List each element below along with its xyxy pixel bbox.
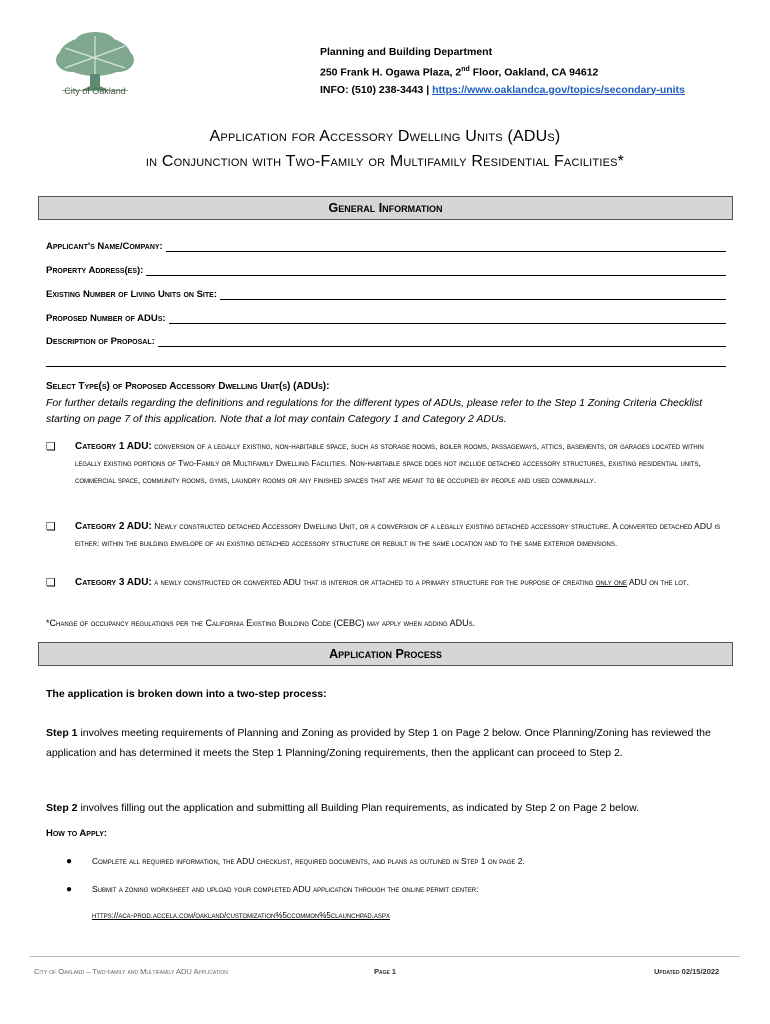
select-types-note: For further details regarding the definitions and regulations for the different types of ADUs, please refer to the Step 1 Zoning Criteria Checklist starting on page 7 of this application. Note that a lot may contain Category 1 and Category 2 ADUs.: [46, 397, 703, 425]
online-permit-center-link[interactable]: https://aca-prod.accela.com/oakland/customization%5ccommon%5claunchpad.aspx: [92, 911, 390, 920]
category-1-option: Category 1 ADU: conversion of a legally existing, non-habitable space, such as storage rooms, boiler rooms, passageways, attics, basements, or garages located within legally existing portions of Two-Family or Multifamily Dwelling Facilities. Non-habitable space does not include detached accessory structures, existing residential units, commercial space, community rooms, gyms, laundry rooms or any finished spaces that are meant to be occupied by people and used communally.: [75, 441, 704, 485]
department-header: [320, 44, 685, 99]
footer-page-number: Page 1: [374, 967, 397, 976]
bullet-2-marker: ●: [66, 884, 73, 895]
cebc-footnote: *Change of occupancy regulations per the California Existing Building Code (CEBC) may apply when adding ADUs.: [46, 618, 476, 628]
process-intro: The application is broken down into a two-step process:: [46, 688, 327, 700]
footer-updated-date: Updated 02/15/2022: [654, 967, 720, 976]
property-address-field[interactable]: Property Address(es):: [46, 262, 726, 276]
bullet-2-text: Submit a zoning worksheet and upload your completed ADU application through the online permit center:: [92, 884, 479, 894]
existing-units-field[interactable]: Existing Number of Living Units on Site:: [46, 286, 726, 300]
step-2-description: Step 2 involves filling out the application and submitting all Building Plan requirements, as indicated by Step 2 on Page 2 below.: [46, 802, 640, 814]
step-1-description: Step 1 involves meeting requirements of Planning and Zoning as provided by Step 1 on Page 2 below. Once Planning/Zoning has reviewed the application and has determined it meets the Step 1 Planning/Zoning requirements, then the applicant can proceed to Step 2.: [46, 727, 711, 759]
description-extra-line[interactable]: [46, 366, 726, 367]
department-name: Planning and Building Department: [320, 46, 493, 58]
logo-caption: City of Oakland: [64, 86, 126, 96]
applicant-name-field[interactable]: Applicant's Name/Company:: [46, 238, 726, 252]
document-title-line-2: in Conjunction with Two-Family or Multifamily Residential Facilities*: [145, 153, 625, 170]
description-field[interactable]: Description of Proposal:: [46, 333, 726, 347]
general-information-heading: General Information: [38, 196, 733, 220]
category-1-checkbox[interactable]: ❑: [46, 441, 56, 453]
department-info: INFO: (510) 238-3443 | https://www.oaklandca.gov/topics/secondary-units: [320, 83, 685, 96]
city-of-oakland-logo: [40, 28, 150, 108]
category-3-checkbox[interactable]: ❑: [46, 577, 56, 589]
department-address: 250 Frank H. Ogawa Plaza, 2nd Floor, Oakland, CA 94612: [320, 66, 599, 79]
category-2-checkbox[interactable]: ❑: [46, 521, 56, 533]
footer-left: City of Oakland – Two-family and Multifamily ADU Application: [34, 967, 228, 976]
how-to-apply-heading: How to Apply:: [46, 828, 108, 839]
select-types-heading: Select Type(s) of Proposed Accessory Dwelling Unit(s) (ADUs):: [46, 381, 330, 392]
application-process-heading: Application Process: [38, 642, 733, 666]
category-2-option: Category 2 ADU: Newly constructed detached Accessory Dwelling Unit, or a conversion of a legally existing detached accessory structure. A converted detached ADU is either: within the building envelope of an existing detached accessory structure or rebuilt in the same location and to the same exterior dimensions.: [75, 521, 721, 548]
document-title-line-1: Application for Accessory Dwelling Units (ADUs): [209, 128, 561, 145]
category-3-option: Category 3 ADU: a newly constructed or converted ADU that is interior or attached to a primary structure for the purpose of creating only one ADU on the lot.: [75, 577, 689, 588]
proposed-adus-field[interactable]: Proposed Number of ADUs:: [46, 310, 726, 324]
bullet-1-text: Complete all required information, the ADU checklist, required documents, and plans as outlined in Step 1 on page 2.: [92, 856, 525, 866]
footer-divider: [30, 956, 740, 957]
secondary-units-link[interactable]: https://www.oaklandca.gov/topics/secondary-units: [432, 83, 685, 96]
bullet-1-marker: ●: [66, 856, 73, 867]
